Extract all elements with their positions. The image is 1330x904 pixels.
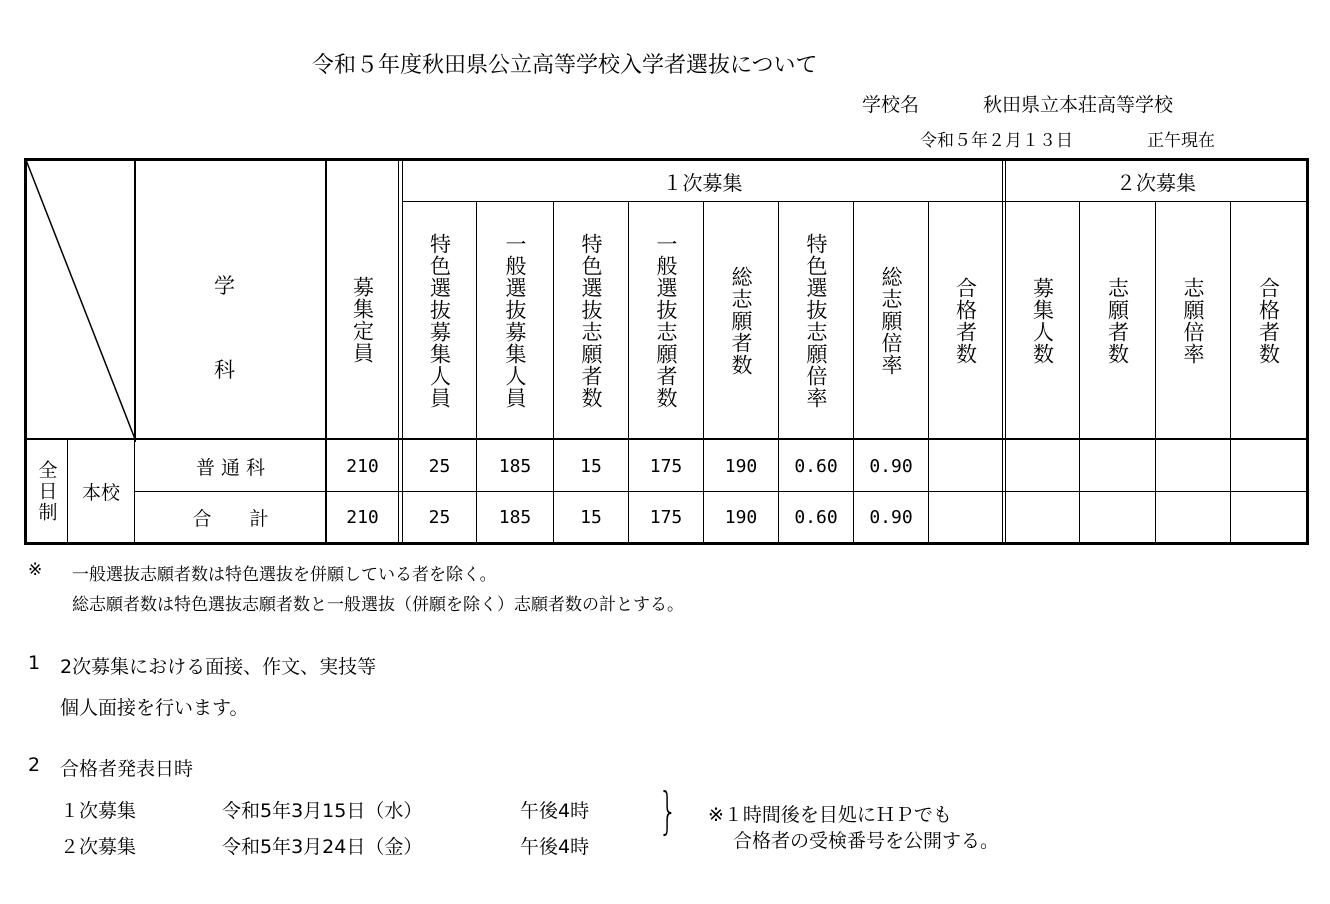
row1-teiin: 210 bbox=[346, 455, 379, 477]
brace-icon: } bbox=[658, 782, 678, 840]
row2-val: 175 bbox=[649, 506, 683, 528]
group-second-round: ２次募集 bbox=[1116, 170, 1196, 195]
col-tokushoku-bairitsu: 特色選抜志願倍率 bbox=[804, 233, 828, 409]
col-total-bairitsu: 総志願倍率 bbox=[879, 266, 903, 376]
group-first-round: １次募集 bbox=[662, 170, 743, 195]
announce-date-1: 令和5年3月15日（水） bbox=[222, 800, 423, 822]
announce-date-2: 令和5年3月24日（金） bbox=[222, 836, 423, 858]
row2-val: 15 bbox=[580, 506, 602, 528]
row-campus: 本校 bbox=[81, 482, 120, 504]
section1-body: 個人面接を行います。 bbox=[60, 697, 249, 719]
col-ippan-boshu: 一般選抜募集人員 bbox=[503, 233, 527, 409]
row1-val: 185 bbox=[498, 455, 532, 477]
row1-val: 0.60 bbox=[794, 455, 838, 477]
section1-heading: 2次募集における面接、作文、実技等 bbox=[60, 656, 377, 678]
col-boshu-ninzu-2: 募集人数 bbox=[1030, 277, 1055, 365]
row2-teiin: 210 bbox=[346, 506, 379, 528]
school-label: 学校名 bbox=[862, 94, 920, 116]
row1-val: 190 bbox=[724, 455, 758, 477]
col-tokushoku-shigan: 特色選抜志願者数 bbox=[579, 233, 603, 409]
col-goukaku-1: 合格者数 bbox=[953, 277, 978, 365]
announce-time-2: 午後4時 bbox=[520, 836, 590, 858]
announce-time-1: 午後4時 bbox=[520, 800, 590, 822]
row-label-total: 合 計 bbox=[192, 507, 269, 530]
col-boshu-teiin: 募集定員 bbox=[350, 276, 375, 364]
row1-val: 175 bbox=[649, 455, 683, 477]
row-label-futsuka: 普 通 科 bbox=[195, 456, 266, 479]
row1-val: 25 bbox=[428, 455, 451, 477]
col-shigan-2: 志願者数 bbox=[1105, 277, 1130, 365]
page-title: 令和５年度秋田県公立高等学校入学者選抜について bbox=[312, 53, 818, 78]
row1-val: 0.90 bbox=[869, 455, 913, 477]
col-bairitsu-2: 志願倍率 bbox=[1181, 277, 1205, 365]
section2-number: 2 bbox=[28, 754, 41, 776]
col-goukaku-2: 合格者数 bbox=[1256, 277, 1281, 365]
row2-val: 0.90 bbox=[869, 506, 913, 528]
as-of-date: 令和５年２月１３日 bbox=[920, 131, 1073, 151]
remark-line-1: ※１時間後を目処にＨＰでも bbox=[708, 804, 952, 826]
note-line-1: 一般選抜志願者数は特色選抜を併願している者を除く。 bbox=[72, 565, 497, 585]
diagonal-line bbox=[26, 160, 135, 439]
row1-val: 15 bbox=[580, 455, 602, 477]
col-tokushoku-boshu: 特色選抜募集人員 bbox=[427, 233, 452, 409]
section2-heading: 合格者発表日時 bbox=[60, 758, 194, 780]
note-mark: ※ bbox=[28, 560, 43, 580]
school-name: 秋田県立本荘高等学校 bbox=[983, 94, 1174, 116]
row2-val: 25 bbox=[428, 506, 451, 528]
row2-val: 185 bbox=[498, 506, 532, 528]
gakka-header-1: 学 bbox=[214, 274, 235, 298]
row-group-zennichisei: 全日制 bbox=[35, 460, 58, 523]
remark-line-2: 合格者の受検番号を公開する。 bbox=[733, 830, 1000, 852]
col-total-shigan: 総志願者数 bbox=[729, 266, 753, 376]
row2-val: 0.60 bbox=[794, 506, 838, 528]
section1-number: 1 bbox=[28, 652, 41, 674]
col-ippan-shigan: 一般選抜志願者数 bbox=[654, 233, 678, 409]
note-line-2: 総志願者数は特色選抜志願者数と一般選抜（併願を除く）志願者数の計とする。 bbox=[72, 595, 684, 615]
announce-round-1: １次募集 bbox=[60, 800, 137, 822]
row2-val: 190 bbox=[724, 506, 758, 528]
as-of-time: 正午現在 bbox=[1147, 131, 1215, 151]
announce-round-2: ２次募集 bbox=[60, 836, 137, 858]
gakka-header-2: 科 bbox=[214, 358, 235, 382]
